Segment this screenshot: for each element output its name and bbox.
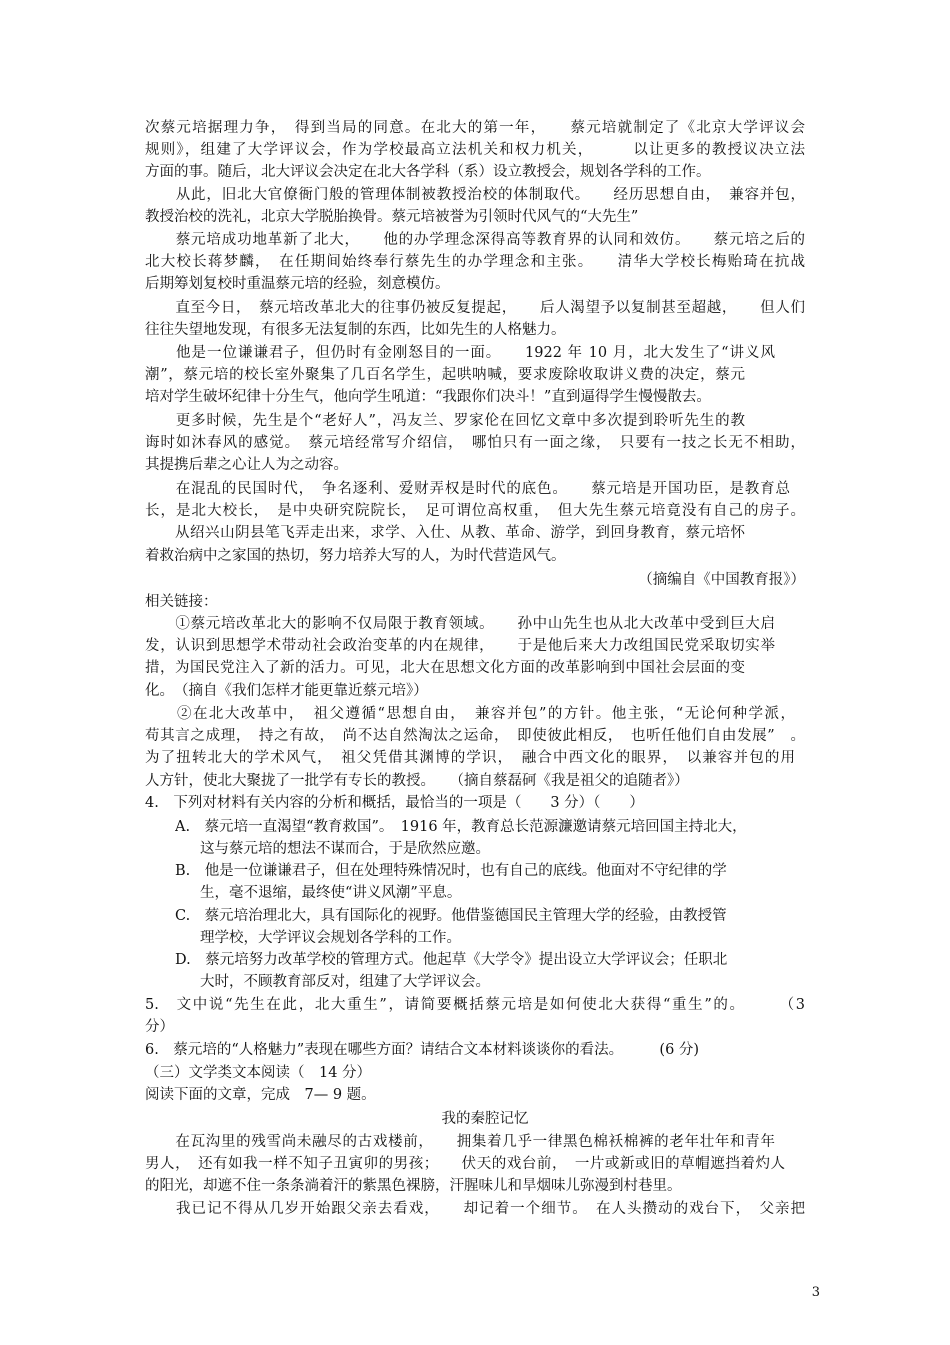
question-5: 5. 文中说“先生在此，北大重生”，请简要概括蔡元培是如何使北大获得“重生”的。 （3 <box>145 997 805 1013</box>
option-d-cont: 大时，不顾教育部反对，组建了大学评议会。 <box>200 974 490 990</box>
text-line: 次蔡元培据理力争， 得到当局的同意。在北大的第一年， 蔡元培就制定了《北京大学评议会 <box>145 120 805 136</box>
text-line: 培对学生破坏纪律十分生气，他向学生吼道：“我跟你们决斗！”直到逼得学生慢慢散去。 <box>145 389 711 405</box>
text-line: 蔡元培成功地革新了北大， 他的办学理念深得高等教育界的认同和效仿。 蔡元培之后的 <box>145 232 805 248</box>
text-line: 教授治校的洗礼，北京大学脱胎换骨。蔡元培被誉为引领时代风气的“大先生” <box>145 209 639 225</box>
question-5-cont: 分） <box>145 1019 174 1035</box>
option-a-cont: 这与蔡元培的想法不谋而合，于是欣然应邀。 <box>200 841 490 857</box>
text-line: 直至今日， 蔡元培改革北大的往事仍被反复提起， 后人渴望予以复制甚至超越， 但人们 <box>145 300 805 316</box>
related-heading: 相关链接： <box>145 594 218 610</box>
text-line: 北大校长蒋梦麟， 在任期间始终奉行蔡先生的办学理念和主张。 清华大学校长梅贻琦在抗战 <box>145 254 805 270</box>
section-heading: （三）文学类文本阅读（ 14 分） <box>145 1065 372 1081</box>
text-line: 诲时如沐春风的感觉。 蔡元培经常写介绍信， 哪怕只有一面之缘， 只要有一技之长无不相助， <box>145 435 805 451</box>
text-line: 规则》，组建了大学评议会，作为学校最高立法机关和权力机关， 以让更多的教授议决立法 <box>145 142 805 158</box>
option-a: A. 蔡元培一直渴望“教育救国”。 1916 年，教育总长范源濂邀请蔡元培回国主持北大， <box>175 819 747 835</box>
text-line: 后期筹划复校时重温蔡元培的经验，刻意模仿。 <box>145 276 450 292</box>
text-line: 从绍兴山阴县笔飞弄走出来，求学、入仕、从教、革命、游学，到回身教育，蔡元培怀 <box>145 525 745 541</box>
related-line: 化。 （摘自《我们怎样才能更靠近蔡元培》） <box>145 683 428 699</box>
story-line: 在瓦沟里的残雪尚未融尽的古戏楼前， 拥集着几乎一律黑色棉袄棉裤的老年壮年和青年 <box>145 1134 775 1150</box>
text-line: 方面的事。随后，北大评议会决定在北大各学科（系）设立教授会，规划各学科的工作。 <box>145 164 711 180</box>
story-line: 我已记不得从几岁开始跟父亲去看戏， 却记着一个细节。 在人头攒动的戏台下， 父亲把 <box>145 1201 805 1217</box>
related-line: 为了扭转北大的学术风气， 祖父凭借其渊博的学识， 融合中西文化的眼界， 以兼容并包的用 <box>145 750 795 766</box>
page-number: 3 <box>811 1285 820 1300</box>
text-line: 长，是北大校长， 是中央研究院院长， 足可谓位高权重， 但大先生蔡元培竟没有自己的房子。 <box>145 503 805 519</box>
option-b: B. 他是一位谦谦君子，但在处理特殊情况时，也有自己的底线。他面对不守纪律的学 <box>175 863 727 879</box>
text-line: 其提携后辈之心让人为之动容。 <box>145 457 348 473</box>
source-note: （摘编自《中国教育报》） <box>638 572 805 588</box>
related-line: 苟其言之成理， 持之有故， 尚不达自然淘汰之运命， 即使彼此相反， 也听任他们自由发展” 。 <box>145 728 805 744</box>
related-line: ②在北大改革中， 祖父遵循“思想自由， 兼容并包”的方针。他主张，“无论何种学派， <box>145 706 795 722</box>
option-c-cont: 理学校，大学评议会规划各学科的工作。 <box>200 930 461 946</box>
text-line: 往往失望地发现，有很多无法复制的东西，比如先生的人格魅力。 <box>145 322 566 338</box>
text-line: 他是一位谦谦君子，但仍时有金刚怒目的一面。 1922 年 10 月，北大发生了“讲义风 <box>145 345 775 361</box>
text-line: 在混乱的民国时代， 争名逐利、爱财弄权是时代的底色。 蔡元培是开国功臣，是教育总 <box>145 481 790 497</box>
option-b-cont: 生，毫不退缩，最终使“讲义风潮”平息。 <box>200 885 462 901</box>
option-d: D. 蔡元培努力改革学校的管理方式。他起草《大学令》提出设立大学评议会；任职北 <box>175 952 728 968</box>
text-line: 从此，旧北大官僚衙门般的管理体制被教授治校的体制取代。 经历思想自由， 兼容并包， <box>145 187 805 203</box>
section-instruction: 阅读下面的文章，完成 7— 9 题。 <box>145 1087 376 1103</box>
text-line: 潮”，蔡元培的校长室外聚集了几百名学生，起哄呐喊，要求废除收取讲义费的决定，蔡元 <box>145 367 745 383</box>
text-line: 着救治病中之家国的热切，努力培养大写的人，为时代营造风气。 <box>145 548 566 564</box>
story-line: 男人， 还有如我一样不知子丑寅卯的男孩； 伏天的戏台前， 一片或新或旧的草帽遮挡着灼人 <box>145 1156 785 1172</box>
related-line: 措，为国民党注入了新的活力。可见，北大在思想文化方面的改革影响到中国社会层面的变 <box>145 660 745 676</box>
related-line: ①蔡元培改革北大的影响不仅局限于教育领域。 孙中山先生也从北大改革中受到巨大启 <box>145 616 775 632</box>
question-4: 4. 下列对材料有关内容的分析和概括，最恰当的一项是（ 3 分）（ ） <box>145 795 644 811</box>
story-title: 我的秦腔记忆 <box>441 1111 529 1127</box>
story-line: 的阳光，却遮不住一条条淌着汗的紫黑色裸膀，汗腥味儿和旱烟味儿弥漫到村巷里。 <box>145 1178 682 1194</box>
option-c: C. 蔡元培治理北大，具有国际化的视野。他借鉴德国民主管理大学的经验，由教授管 <box>175 908 727 924</box>
related-line: 发，认识到思想学术带动社会政治变革的内在规律， 于是他后来大力改组国民党采取切实举 <box>145 638 775 654</box>
related-line: 人方针，使北大聚拢了一批学有专长的教授。 （摘自蔡磊砢《我是祖父的追随者》） <box>145 773 689 789</box>
question-6: 6. 蔡元培的“人格魅力”表现在哪些方面？请结合文本材料谈谈你的看法。 (6 分) <box>145 1042 700 1058</box>
text-line: 更多时候，先生是个“老好人”，冯友兰、罗家伦在回忆文章中多次提到聆听先生的教 <box>145 413 745 429</box>
